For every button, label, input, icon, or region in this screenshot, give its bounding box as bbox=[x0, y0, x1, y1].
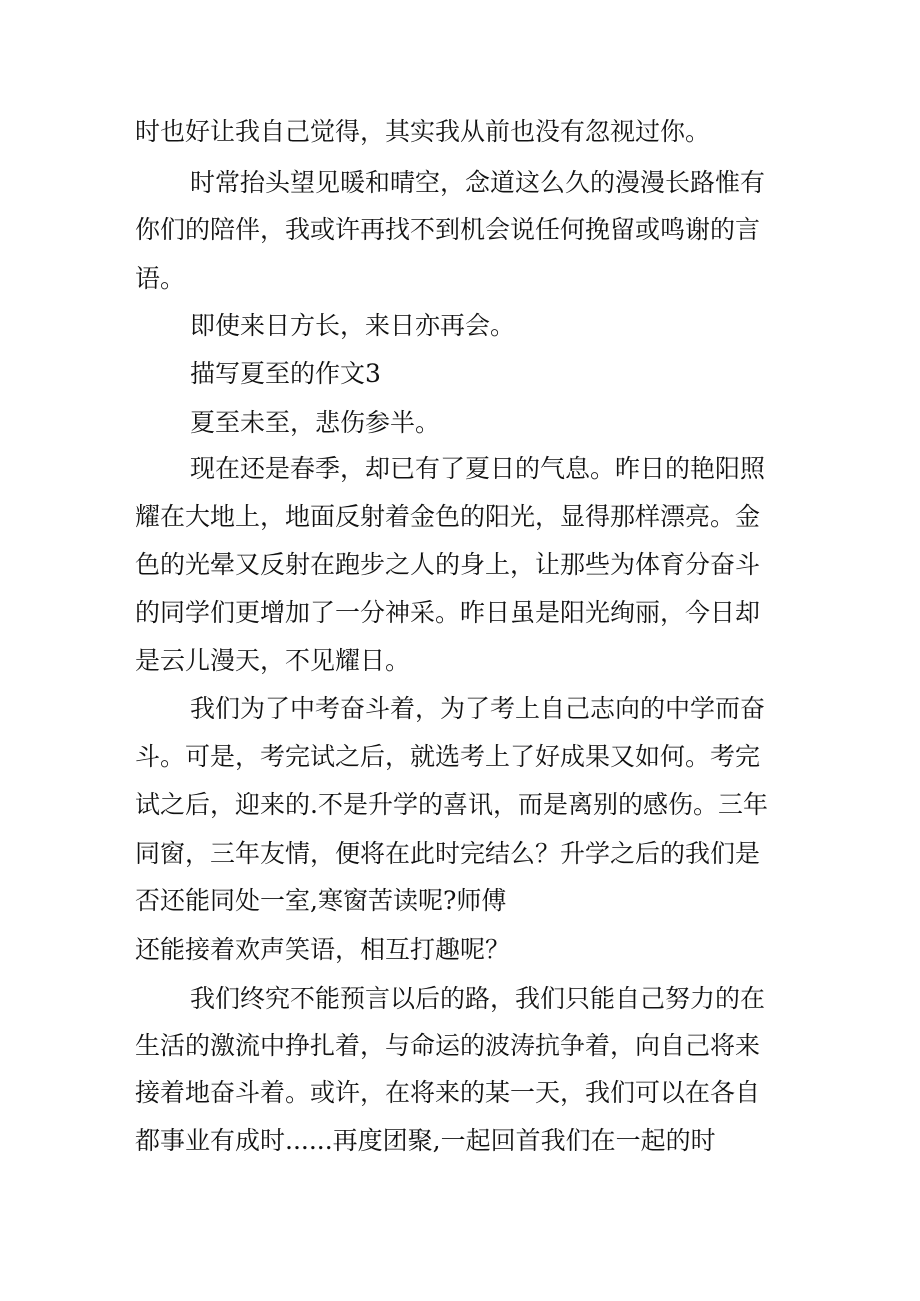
paragraph-first-line: 我们终究不能预言以后的路，我们只能自己努力的在 bbox=[190, 984, 766, 1013]
text-line: 耀在大地上，地面反射着金色的阳光，显得那样漂亮。金 bbox=[135, 502, 761, 531]
paragraph-first-line: 我们为了中考奋斗着，为了考上自己志向的中学而奋 bbox=[190, 694, 766, 723]
text-line: 否还能同处一室,寒窗苦读呢?师傅 bbox=[135, 886, 507, 915]
text-line: 试之后，迎来的.不是升学的喜讯，而是离别的感伤。三年 bbox=[135, 790, 768, 819]
paragraph-first-line: 即使来日方长，来日亦再会。 bbox=[190, 311, 516, 340]
text-line: 是云儿漫天，不见耀日。 bbox=[135, 646, 411, 675]
text-line: 语。 bbox=[135, 264, 186, 293]
text-line: 你们的陪伴，我或许再找不到机会说任何挽留或鸣谢的言 bbox=[135, 215, 761, 244]
text-line: 生活的激流中挣扎着，与命运的波涛抗争着，向自己将来 bbox=[135, 1031, 761, 1060]
text-line: 接着地奋斗着。或许，在将来的某一天，我们可以在各自 bbox=[135, 1078, 761, 1107]
text-line: 同窗，三年友情，便将在此时完结么？升学之后的我们是 bbox=[135, 839, 761, 868]
text-line: 色的光晕又反射在跑步之人的身上，让那些为体育分奋斗 bbox=[135, 550, 761, 579]
paragraph-first-line: 现在还是春季，却已有了夏日的气息。昨日的艳阳照 bbox=[190, 454, 766, 483]
paragraph-first-line: 夏至未至，悲伤参半。 bbox=[190, 408, 441, 437]
text-line: 时也好让我自己觉得，其实我从前也没有忽视过你。 bbox=[135, 117, 711, 146]
text-line: 斗。可是，考完试之后，就选考上了好成果又如何。考完 bbox=[135, 742, 761, 771]
text-line: 的同学们更增加了一分神采。昨日虽是阳光绚丽，今日却 bbox=[135, 598, 761, 627]
section-heading: 描写夏至的作文3 bbox=[190, 359, 381, 388]
paragraph-first-line: 时常抬头望见暖和晴空，念道这么久的漫漫长路惟有 bbox=[190, 168, 766, 197]
text-line: 还能接着欢声笑语，相互打趣呢？ bbox=[135, 935, 511, 964]
text-line: 都事业有成时......再度团聚,一起回首我们在一起的时 bbox=[135, 1126, 716, 1155]
